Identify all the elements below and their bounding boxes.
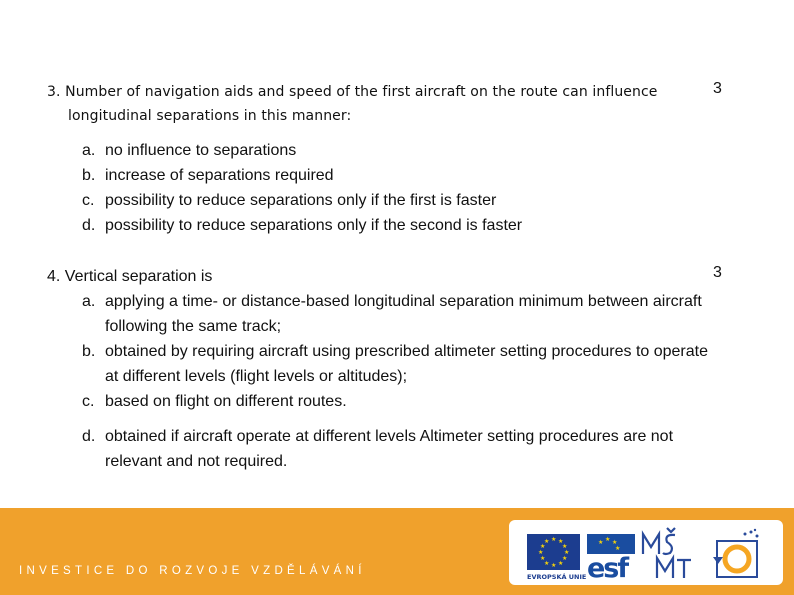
institution-logo-icon xyxy=(713,529,759,577)
option-c: c. based on flight on different routes. xyxy=(82,393,347,410)
question-4-options xyxy=(82,289,712,474)
logo-panel xyxy=(509,520,783,585)
svg-text:★: ★ xyxy=(551,536,557,543)
svg-text:★: ★ xyxy=(544,560,550,567)
question-3 xyxy=(47,80,687,128)
option-b: b. obtained by requiring aircraft using prescribed altimeter setting procedures to operate at different levels (flight levels or altitudes); xyxy=(82,343,708,385)
svg-text:★: ★ xyxy=(612,539,618,546)
question-4-points: 3 xyxy=(713,264,722,281)
footer-slogan: INVESTICE DO ROZVOJE VZDĚLÁVÁNÍ xyxy=(19,565,366,577)
question-4: 4. Vertical separation is xyxy=(47,268,213,285)
msmt-logo-icon xyxy=(643,528,691,578)
option-d: d. possibility to reduce separations only if the second is faster xyxy=(82,217,523,234)
svg-text:★: ★ xyxy=(540,543,546,550)
option-a: a. applying a time- or distance-based longitudinal separation minimum between aircraft following the same track; xyxy=(82,293,702,335)
esf-logo-icon xyxy=(587,534,635,584)
logos xyxy=(509,520,783,585)
svg-text:★: ★ xyxy=(564,549,570,556)
svg-text:★: ★ xyxy=(544,538,550,545)
svg-text:★: ★ xyxy=(562,543,568,550)
eu-flag-icon xyxy=(527,534,580,570)
svg-text:★: ★ xyxy=(558,538,564,545)
eu-label: EVROPSKÁ UNIE xyxy=(527,573,587,581)
svg-text:★: ★ xyxy=(558,560,564,567)
option-a: a. no influence to separations xyxy=(82,142,297,159)
svg-text:★: ★ xyxy=(538,549,544,556)
svg-text:esf: esf xyxy=(587,553,628,584)
question-3-options xyxy=(82,138,522,238)
svg-text:★: ★ xyxy=(605,536,611,543)
question-3-line-2: longitudinal separations in this manner: xyxy=(68,108,352,124)
question-3-line-1: 3. Number of navigation aids and speed of the first aircraft on the route can influence xyxy=(47,84,658,100)
svg-text:★: ★ xyxy=(551,562,557,569)
option-c: c. possibility to reduce separations only if the first is faster xyxy=(82,192,497,209)
question-3-points: 3 xyxy=(713,80,722,97)
svg-text:★: ★ xyxy=(598,539,604,546)
svg-text:★: ★ xyxy=(562,555,568,562)
svg-text:★: ★ xyxy=(540,555,546,562)
option-b: b. increase of separations required xyxy=(82,167,334,184)
option-d: d. obtained if aircraft operate at different levels Altimeter setting procedures are not relevant and not required. xyxy=(82,428,674,470)
svg-text:★: ★ xyxy=(615,545,621,552)
